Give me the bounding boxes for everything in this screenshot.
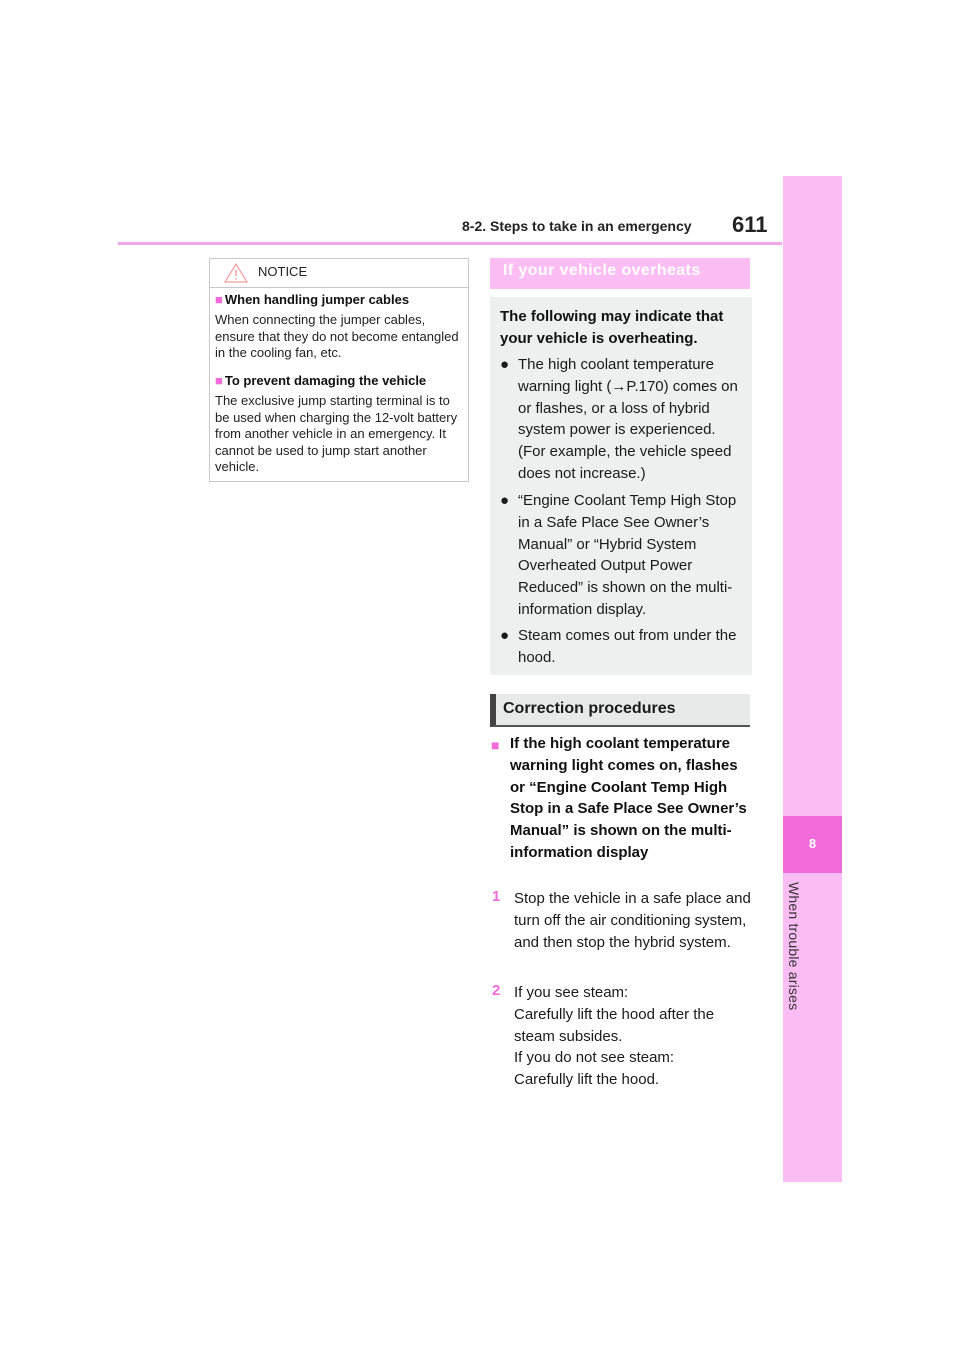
bullet-dot-icon: ●	[500, 627, 510, 644]
warning-triangle-icon	[224, 263, 248, 283]
notice-item-body: When connecting the jumper cables, ensure that they do not become entangled in the cooling fan, etc.	[215, 312, 459, 360]
bullet-dot-icon: ●	[500, 356, 510, 373]
list-item: ● The high coolant temperature warning light (→P.170) comes on or flashes, or a loss of hybrid system power is experienced. (For example, the vehicle speed does not increase.)	[500, 356, 738, 482]
square-bullet-icon: ■	[215, 292, 223, 307]
subsection-title: Correction procedures	[503, 700, 676, 717]
bullet-dot-icon: ●	[500, 492, 510, 509]
step-number: 1	[492, 888, 501, 905]
notice-header	[210, 259, 468, 288]
notice-item-heading: ■ When handling jumper cables	[215, 292, 410, 307]
notice-item-heading: ■ To prevent damaging the vehicle	[215, 373, 427, 388]
notice-label: NOTICE	[258, 264, 308, 279]
section-title: 8-2. Steps to take in an emergency	[462, 218, 692, 234]
header-rule	[118, 242, 782, 245]
notice-item-body: The exclusive jump starting terminal is to be used when charging the 12-volt battery from another vehicle in an emergency. It cannot be used to jump start another vehicle.	[215, 393, 458, 474]
chapter-title: When trouble arises	[786, 882, 802, 1011]
square-bullet-icon: ■	[215, 373, 223, 388]
condition-heading: If the high coolant temperature warning light comes on, flashes or “Engine Coolant Temp High Stop in a Safe Place See Owner’s Manual” is shown on the multi-information display	[510, 735, 747, 861]
indicator-intro: The following may indicate that your vehicle is overheating.	[500, 308, 724, 347]
step-number: 2	[492, 982, 501, 999]
list-item: ● Steam comes out from under the hood.	[500, 627, 737, 666]
chapter-number: 8	[808, 836, 817, 851]
section-banner-title: If your vehicle overheats	[503, 262, 701, 279]
step-text: Stop the vehicle in a safe place and turn off the air conditioning system, and then stop the hybrid system.	[514, 890, 751, 951]
page-number: 611	[732, 212, 768, 237]
list-item: ● “Engine Coolant Temp High Stop in a Safe Place See Owner’s Manual” or “Hybrid System Overheated Output Power Reduced” is shown on the multi-information display.	[500, 492, 737, 618]
square-bullet-icon: ■	[491, 737, 500, 753]
chapter-side-tab	[783, 176, 842, 1182]
step-text: If you see steam: Carefully lift the hood after the steam subsides. If you do not see steam: Carefully lift the hood.	[514, 984, 715, 1089]
